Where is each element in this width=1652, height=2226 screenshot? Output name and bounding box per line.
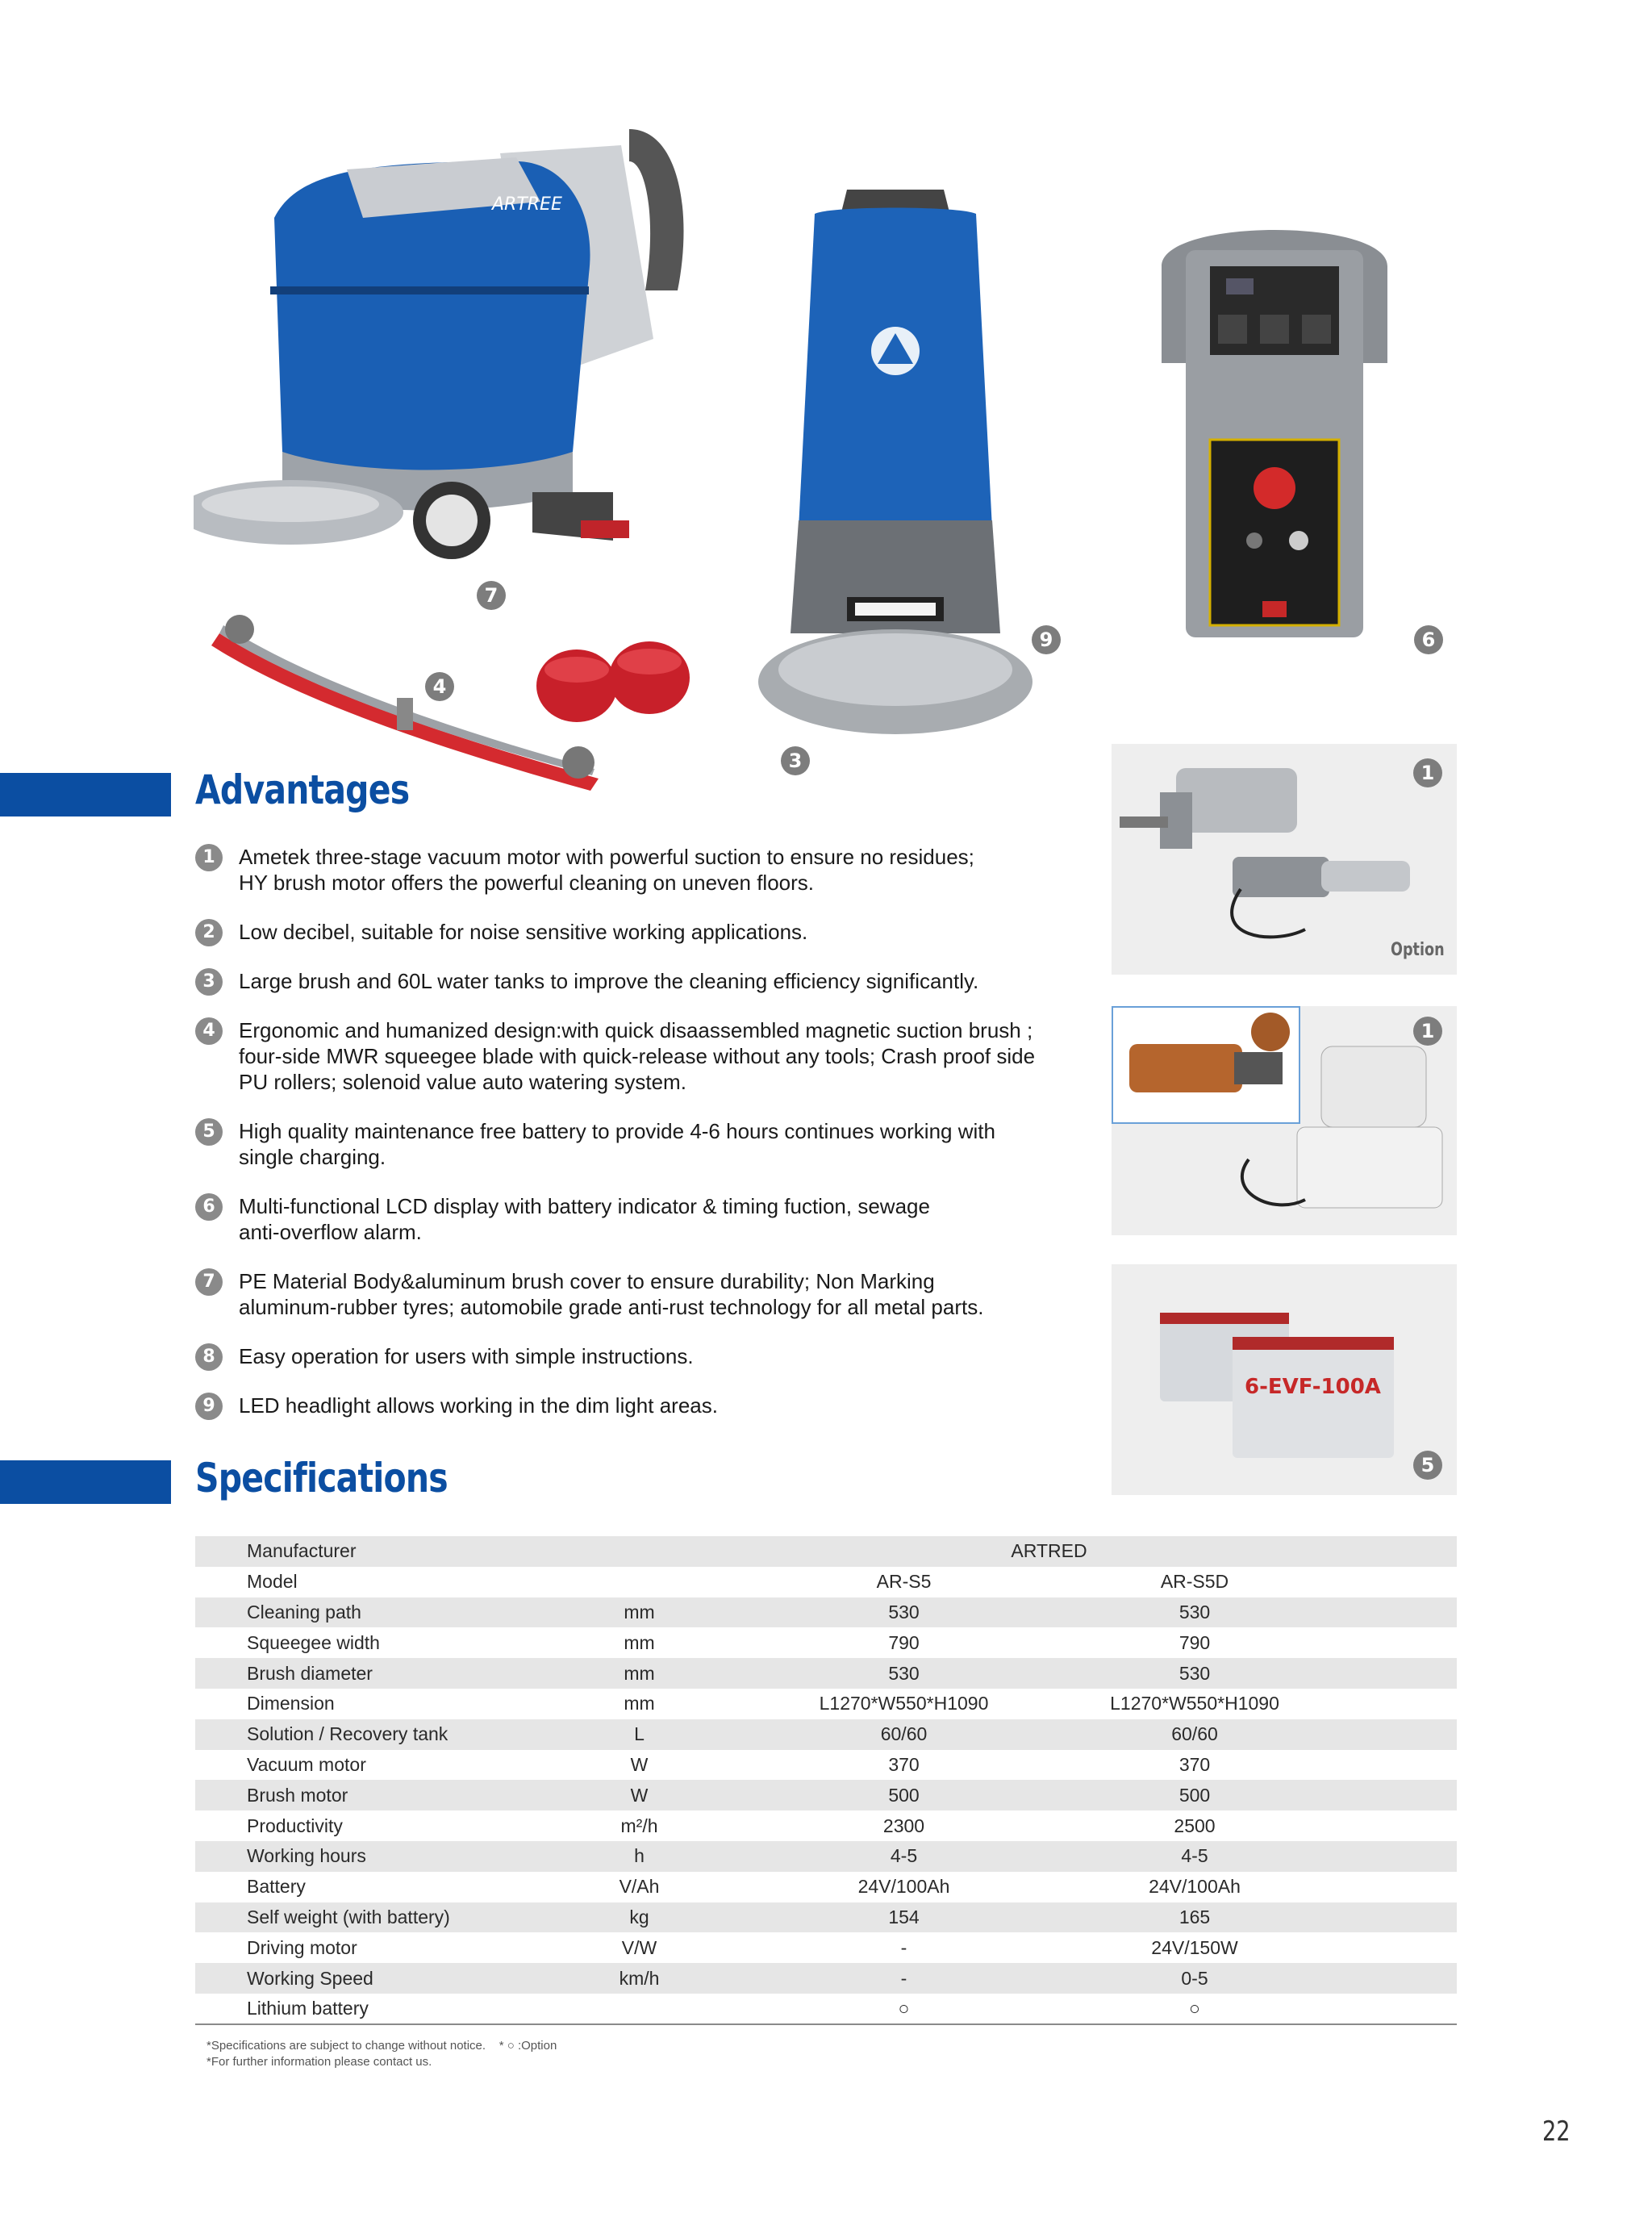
advantage-item <box>195 919 1066 945</box>
page-number: 22 <box>1542 2115 1571 2148</box>
advantage-item <box>195 844 1066 896</box>
advantage-item <box>195 1393 1066 1418</box>
callout-badge-9: 9 <box>1032 625 1061 654</box>
vacuum-motor-photo <box>1112 1006 1457 1235</box>
brush-motor-photo <box>1112 744 1457 975</box>
advantage-number-badge: 6 <box>195 1193 223 1221</box>
spec-unit <box>520 1536 758 1567</box>
advantage-item <box>195 1343 1066 1369</box>
table-row <box>195 1689 1457 1719</box>
spec-value-ar-s5: 154 <box>758 1902 1049 1933</box>
red-pu-rollers-photo <box>532 637 694 726</box>
advantages-title: Advantages <box>195 766 410 813</box>
spec-value-spanning: ARTRED <box>758 1536 1340 1567</box>
advantage-item <box>195 1017 1066 1095</box>
table-row <box>195 1750 1457 1781</box>
spec-value-ar-s5: 370 <box>888 1753 920 1775</box>
feature-badge-1b: 1 <box>1413 1017 1442 1046</box>
specifications-table <box>195 1536 1457 2025</box>
spec-pad <box>1340 1963 1457 1994</box>
spec-value-ar-s5: 60/60 <box>758 1719 1049 1750</box>
spec-pad <box>1340 1719 1457 1750</box>
advantage-item <box>195 1118 1066 1170</box>
spec-unit: h <box>520 1841 758 1872</box>
spec-pad <box>1340 1750 1457 1781</box>
table-row <box>195 1780 1457 1810</box>
spec-value-ar-s5: 530 <box>758 1658 1049 1689</box>
advantage-number-badge: 8 <box>195 1343 223 1371</box>
callout-badge-3: 3 <box>781 746 810 775</box>
spec-value-ar-s5: 2300 <box>882 1815 925 1836</box>
scrubber-side-view-photo <box>194 113 726 589</box>
advantage-number-badge: 1 <box>195 844 223 871</box>
spec-pad <box>1340 1780 1457 1810</box>
brand-logo-text: ARTREE <box>492 194 562 215</box>
battery-photo <box>1112 1264 1457 1495</box>
spec-unit <box>520 1994 758 2024</box>
advantage-line: PU rollers; solenoid value auto watering system. <box>239 1070 686 1094</box>
advantage-line: anti-overflow alarm. <box>239 1220 422 1244</box>
spec-label: Brush diameter <box>195 1658 520 1689</box>
spec-pad <box>1340 1872 1457 1902</box>
spec-unit: kg <box>520 1902 758 1933</box>
advantage-line: Multi-functional LCD display with battery indicator & timing fuction, sewage <box>239 1194 930 1218</box>
spec-value-ar-s5d: 2500 <box>1174 1815 1216 1836</box>
advantage-line: four-side MWR squeegee blade with quick-release without any tools; Crash proof side <box>239 1044 1036 1068</box>
spec-unit: V/Ah <box>619 1876 660 1898</box>
spec-label: Model <box>247 1571 298 1593</box>
spec-label: Self weight (with battery) <box>195 1902 520 1933</box>
table-row <box>195 1597 1457 1628</box>
feature-badge-1: 1 <box>1413 758 1442 787</box>
spec-value-ar-s5d: 165 <box>1049 1902 1340 1933</box>
spec-value-ar-s5d: AR-S5D <box>1160 1571 1229 1593</box>
spec-value-ar-s5: 530 <box>758 1597 1049 1628</box>
advantage-line: Ergonomic and humanized design:with quick disaassembled magnetic suction brush ; <box>239 1018 1033 1042</box>
spec-value-ar-s5: 500 <box>758 1780 1049 1810</box>
spec-pad <box>1340 1597 1457 1628</box>
advantage-line: High quality maintenance free battery to provide 4-6 hours continues working with <box>239 1119 995 1143</box>
advantage-line: Large brush and 60L water tanks to improve the cleaning efficiency significantly. <box>239 969 979 993</box>
table-row <box>195 1658 1457 1689</box>
spec-pad <box>1340 1567 1457 1597</box>
control-panel-photo <box>1129 202 1420 645</box>
advantage-line: Low decibel, suitable for noise sensitive working applications. <box>239 920 808 944</box>
spec-value-ar-s5d: 60/60 <box>1049 1719 1340 1750</box>
spec-value-ar-s5: - <box>758 1963 1049 1994</box>
spec-label: Driving motor <box>247 1936 357 1958</box>
spec-label: Lithium battery <box>195 1994 520 2024</box>
spec-unit: mm <box>624 1631 655 1653</box>
spec-unit <box>520 1567 758 1597</box>
spec-value-ar-s5d: 500 <box>1049 1780 1340 1810</box>
svg-text:6-EVF-100A: 6-EVF-100A <box>1245 1375 1381 1399</box>
spec-value-ar-s5: AR-S5 <box>876 1571 932 1593</box>
table-row <box>195 1963 1457 1994</box>
spec-label: Working Speed <box>195 1963 520 1994</box>
table-row <box>195 1902 1457 1933</box>
table-row <box>195 1994 1457 2024</box>
table-row <box>195 1719 1457 1750</box>
advantage-line: aluminum-rubber tyres; automobile grade anti-rust technology for all metal parts. <box>239 1295 984 1319</box>
spec-label: Vacuum motor <box>247 1753 366 1775</box>
spec-value-ar-s5d: 790 <box>1179 1631 1211 1653</box>
table-row <box>195 1536 1457 1567</box>
table-row <box>195 1841 1457 1872</box>
spec-label: Brush motor <box>195 1780 520 1810</box>
table-row <box>195 1810 1457 1841</box>
spec-value-ar-s5d: 24V/100Ah <box>1149 1876 1241 1898</box>
spec-unit: W <box>630 1753 649 1775</box>
spec-pad <box>1340 1536 1457 1567</box>
spec-unit: mm <box>520 1597 758 1628</box>
spec-value-ar-s5: 790 <box>888 1631 920 1653</box>
advantages-side-bar <box>0 773 171 816</box>
battery-illustration <box>1112 1264 1457 1495</box>
callout-badge-7: 7 <box>477 581 506 610</box>
spec-footnote: *For further information please contact us. <box>206 2055 432 2069</box>
advantage-line: single charging. <box>239 1145 386 1169</box>
spec-value-ar-s5: - <box>900 1936 907 1958</box>
spec-pad <box>1340 1902 1457 1933</box>
spec-value-ar-s5: ○ <box>758 1994 1049 2024</box>
spec-unit: L <box>520 1719 758 1750</box>
advantage-item <box>195 1268 1066 1320</box>
advantage-number-badge: 2 <box>195 919 223 946</box>
spec-label: Dimension <box>247 1693 335 1714</box>
advantage-line: PE Material Body&aluminum brush cover to ensure durability; Non Marking <box>239 1269 935 1293</box>
spec-value-ar-s5d: 0-5 <box>1049 1963 1340 1994</box>
spec-label: Solution / Recovery tank <box>195 1719 520 1750</box>
callout-badge-6: 6 <box>1414 625 1443 654</box>
spec-footnote: *Specifications are subject to change without notice. * ○ :Option <box>206 2039 557 2053</box>
vacuum-motor-illustration <box>1112 1006 1457 1235</box>
advantage-line: Easy operation for users with simple instructions. <box>239 1344 694 1368</box>
table-row <box>195 1567 1457 1597</box>
spec-pad <box>1340 1994 1457 2024</box>
spec-unit: m²/h <box>620 1815 658 1836</box>
specifications-title: Specifications <box>195 1455 448 1501</box>
advantage-item <box>195 1193 1066 1245</box>
advantage-item <box>195 968 1066 994</box>
advantage-line: LED headlight allows working in the dim light areas. <box>239 1393 718 1418</box>
spec-value-ar-s5d: 370 <box>1179 1753 1211 1775</box>
advantage-number-badge: 7 <box>195 1268 223 1296</box>
table-row <box>195 1627 1457 1658</box>
spec-value-ar-s5d: 530 <box>1049 1658 1340 1689</box>
specifications-side-bar <box>0 1460 171 1504</box>
spec-unit: V/W <box>621 1936 657 1958</box>
spec-value-ar-s5d: 24V/150W <box>1151 1936 1238 1958</box>
table-row <box>195 1932 1457 1963</box>
spec-pad <box>1340 1658 1457 1689</box>
spec-unit: km/h <box>520 1963 758 1994</box>
advantage-number-badge: 5 <box>195 1118 223 1146</box>
spec-unit: W <box>520 1780 758 1810</box>
advantage-line: Ametek three-stage vacuum motor with powerful suction to ensure no residues; <box>239 845 974 869</box>
advantages-list <box>195 844 1066 1418</box>
spec-label: Manufacturer <box>195 1536 520 1567</box>
spec-value-ar-s5d: 530 <box>1049 1597 1340 1628</box>
spec-value-ar-s5: 24V/100Ah <box>857 1876 950 1898</box>
spec-label: Squeegee width <box>247 1631 380 1653</box>
spec-value-ar-s5d: L1270*W550*H1090 <box>1110 1693 1279 1714</box>
spec-pad <box>1340 1932 1457 1963</box>
spec-pad <box>1340 1627 1457 1658</box>
advantage-number-badge: 4 <box>195 1017 223 1045</box>
spec-value-ar-s5d: 4-5 <box>1049 1841 1340 1872</box>
table-row <box>195 1872 1457 1902</box>
advantage-line: HY brush motor offers the powerful cleaning on uneven floors. <box>239 871 815 895</box>
option-caption: Option <box>1391 940 1445 960</box>
spec-pad <box>1340 1689 1457 1719</box>
spec-label: Productivity <box>247 1815 343 1836</box>
callout-badge-4: 4 <box>425 672 454 701</box>
spec-unit: mm <box>520 1658 758 1689</box>
spec-pad <box>1340 1810 1457 1841</box>
spec-value-ar-s5: L1270*W550*H1090 <box>819 1693 989 1714</box>
scrubber-front-view-photo <box>758 182 1032 746</box>
advantage-number-badge: 9 <box>195 1393 223 1420</box>
spec-value-ar-s5: 4-5 <box>758 1841 1049 1872</box>
spec-label: Working hours <box>195 1841 520 1872</box>
spec-unit: mm <box>624 1693 655 1714</box>
spec-pad <box>1340 1841 1457 1872</box>
advantage-number-badge: 3 <box>195 968 223 996</box>
spec-value-ar-s5d: ○ <box>1049 1994 1340 2024</box>
feature-badge-5: 5 <box>1413 1451 1442 1480</box>
spec-label: Cleaning path <box>195 1597 520 1628</box>
spec-label: Battery <box>247 1876 306 1898</box>
